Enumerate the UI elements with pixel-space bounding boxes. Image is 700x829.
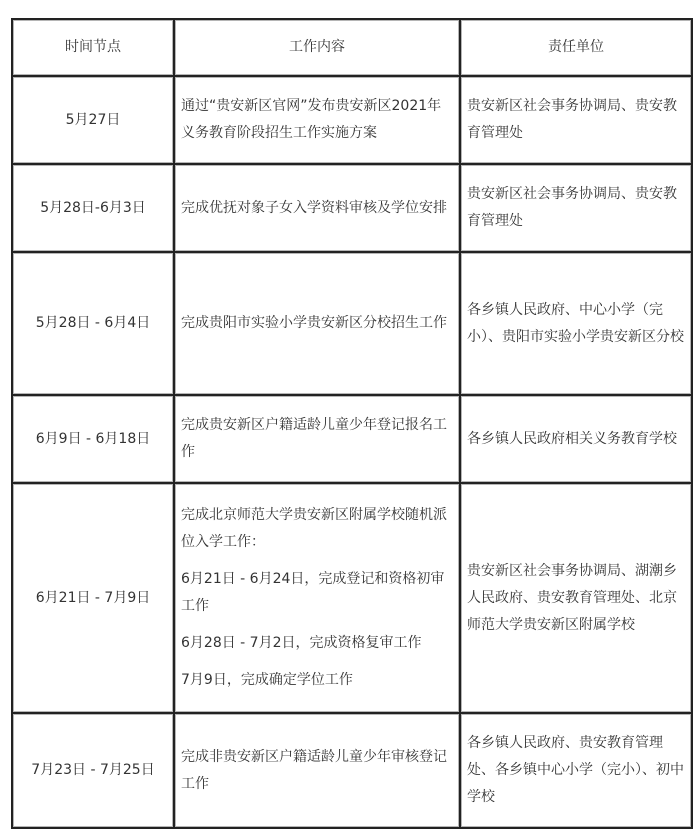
row-date: 6月9日 - 6月18日	[12, 395, 174, 483]
table-header-row	[12, 19, 692, 76]
row-content	[174, 483, 460, 713]
enrollment-schedule-table	[11, 18, 693, 829]
row-date: 5月28日-6月3日	[12, 164, 174, 252]
row-unit: 贵安新区社会事务协调局、贵安教育管理处	[460, 164, 692, 252]
content-subitem: 7月9日，完成确定学位工作	[181, 672, 353, 688]
table-row	[12, 713, 692, 828]
content-text: 通过“贵安新区官网”发布贵安新区2021年义务教育阶段招生工作实施方案	[181, 98, 442, 141]
row-date: 6月21日 - 7月9日	[12, 483, 174, 713]
row-content	[174, 76, 460, 164]
table-row	[12, 76, 692, 164]
content-text: 完成非贵安新区户籍适龄儿童少年审核登记工作	[181, 748, 447, 792]
table-row	[12, 252, 692, 395]
row-unit: 贵安新区社会事务协调局、贵安教育管理处	[460, 76, 692, 164]
row-date: 7月23日 - 7月25日	[12, 713, 174, 828]
row-content	[174, 713, 460, 828]
row-date: 5月27日	[12, 76, 174, 164]
content-subitem: 6月21日 - 6月24日，完成登记和资格初审工作	[181, 571, 445, 614]
content-text: 完成贵阳市实验小学贵安新区分校招生工作	[181, 315, 447, 331]
header-responsible-unit: 责任单位	[460, 19, 692, 76]
content-text: 完成北京师范大学贵安新区附属学校随机派位入学工作：	[181, 507, 447, 550]
row-unit: 各乡镇人民政府、中心小学（完小）、贵阳市实验小学贵安新区分校	[460, 252, 692, 395]
table-row	[12, 483, 692, 713]
table-row	[12, 164, 692, 252]
row-unit: 各乡镇人民政府相关义务教育学校	[460, 395, 692, 483]
row-content	[174, 164, 460, 252]
row-unit: 贵安新区社会事务协调局、湖潮乡人民政府、贵安教育管理处、北京师范大学贵安新区附属学校	[460, 483, 692, 713]
content-subitem: 6月28日 - 7月2日，完成资格复审工作	[181, 635, 422, 651]
table-row	[12, 395, 692, 483]
header-time-node: 时间节点	[12, 19, 174, 76]
row-unit: 各乡镇人民政府、贵安教育管理处、各乡镇中心小学（完小）、初中学校	[460, 713, 692, 828]
content-text: 完成贵安新区户籍适龄儿童少年登记报名工作	[181, 417, 447, 460]
content-text: 完成优抚对象子女入学资料审核及学位安排	[181, 199, 447, 216]
row-content	[174, 395, 460, 483]
header-work-content: 工作内容	[174, 19, 460, 76]
row-date: 5月28日 - 6月4日	[12, 252, 174, 395]
row-content	[174, 252, 460, 395]
